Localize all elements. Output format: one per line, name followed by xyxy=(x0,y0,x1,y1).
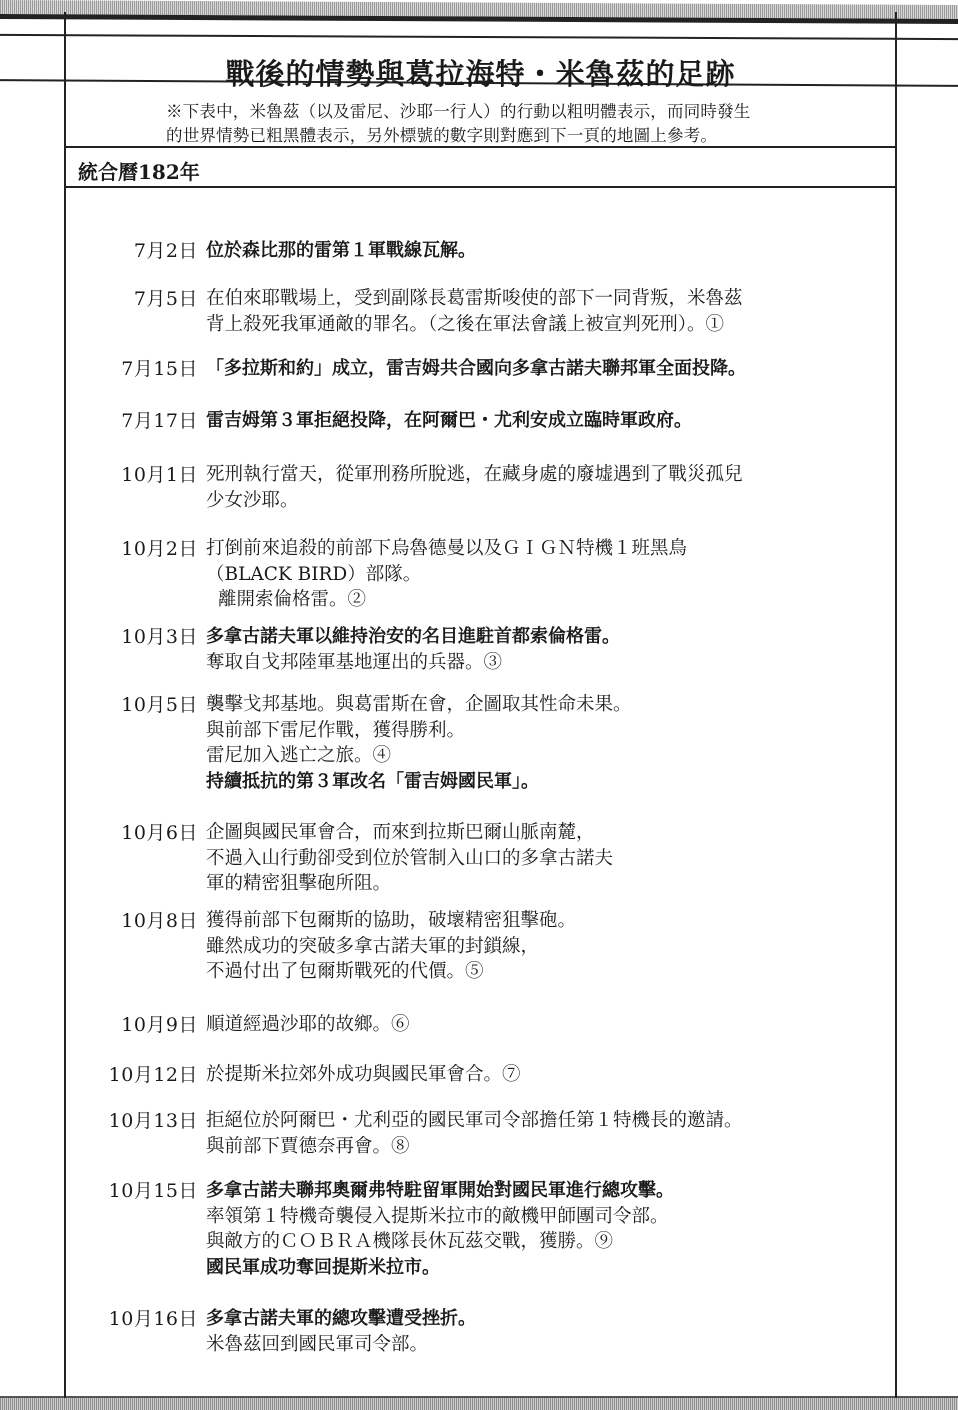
entry-date: 10月6日 xyxy=(121,822,198,844)
entry-date: 10月2日 xyxy=(121,538,198,560)
page-title: 戰後的情勢與葛拉海特・米魯茲的足跡 xyxy=(225,57,736,91)
world-event-line: 「多拉斯和約」成立，雷吉姆共合國向多拿古諾夫聯邦軍全面投降。 xyxy=(206,358,746,379)
entry-description xyxy=(206,820,613,897)
timeline-frame xyxy=(66,14,895,1396)
entry-date: 10月12日 xyxy=(108,1064,198,1086)
entry-date: 10月9日 xyxy=(121,1014,198,1036)
world-event-line: 持續抵抗的第３軍改名「雷吉姆國民軍」。 xyxy=(206,770,539,792)
entry-description xyxy=(206,1062,521,1088)
world-event-line: 多拿古諾夫軍以維持治安的名目進駐首都索倫格雷。 xyxy=(206,626,620,647)
milz-action-line: 不過付出了包爾斯戰死的代價。⑤ xyxy=(206,961,484,982)
timeline-entry xyxy=(66,1306,895,1357)
world-event-line: 國民軍成功奪回提斯米拉市。 xyxy=(206,1256,440,1278)
timeline-entry xyxy=(66,624,895,675)
milz-action-line: 與前部下賈德奈再會。⑧ xyxy=(206,1135,410,1157)
year-heading: 統合曆182年 xyxy=(78,160,200,184)
entry-date: 10月5日 xyxy=(121,694,198,716)
entry-date: 10月15日 xyxy=(108,1180,198,1202)
milz-action-line: 背上殺死我軍通敵的罪名。（之後在軍法會議上被宣判死刑）。① xyxy=(206,313,725,335)
milz-action-line: 雖然成功的突破多拿古諾夫軍的封鎖線， xyxy=(206,935,540,957)
world-event-line: 多拿古諾夫聯邦奧爾弗特駐留軍開始對國民軍進行總攻擊。 xyxy=(206,1180,674,1201)
entry-date: 10月1日 xyxy=(121,464,198,486)
entry-date: 10月13日 xyxy=(108,1110,198,1132)
milz-action-line: 死刑執行當天，從軍刑務所脫逃，在藏身處的廢墟遇到了戰災孤兒 xyxy=(206,464,743,485)
timeline-entry xyxy=(66,908,895,985)
entry-description xyxy=(206,408,692,434)
timeline-entry xyxy=(66,408,895,434)
timeline-entry xyxy=(66,1062,895,1088)
milz-action-line: 在伯來耶戰場上，受到副隊長葛雷斯唆使的部下一同背叛，米魯茲 xyxy=(206,288,743,309)
world-event-line: 位於森比那的雷第１軍戰線瓦解。 xyxy=(206,240,476,261)
world-event-line: 雷吉姆第３軍拒絕投降，在阿爾巴・尤利安成立臨時軍政府。 xyxy=(206,410,692,431)
entry-description xyxy=(206,908,576,985)
milz-action-line: 與前部下雷尼作戰，獲得勝利。 xyxy=(206,719,466,741)
milz-action-line: 順道經過沙耶的故鄉。⑥ xyxy=(206,1014,410,1035)
milz-action-line: 離開索倫格雷。② xyxy=(218,589,367,610)
frame-right-border xyxy=(895,12,897,1398)
timeline-entry xyxy=(66,462,895,513)
milz-action-line: 襲擊戈邦基地。與葛雷斯在會，企圖取其性命未果。 xyxy=(206,694,632,715)
timeline-entry xyxy=(66,536,895,613)
timeline-entry xyxy=(66,1108,895,1159)
milz-action-line: 打倒前來追殺的前部下烏魯德曼以及ＧＩＧＮ特機１班黑鳥 xyxy=(206,538,688,559)
legend-note-line: ※下表中，米魯茲（以及雷尼、沙耶一行人）的行動以粗明體表示，而同時發生 xyxy=(166,102,751,121)
milz-action-line: 少女沙耶。 xyxy=(206,489,299,511)
timeline-entry xyxy=(66,286,895,337)
milz-action-line: 不過入山行動卻受到位於管制入山口的多拿古諾夫 xyxy=(206,847,614,869)
milz-action-line: 米魯茲回到國民軍司令部。 xyxy=(206,1333,429,1355)
timeline-entry xyxy=(66,356,895,382)
milz-action-line: 奪取自戈邦陸軍基地運出的兵器。③ xyxy=(206,651,503,673)
entry-date: 10月16日 xyxy=(108,1308,198,1330)
entry-description xyxy=(206,356,746,382)
milz-action-line: 與敵方的ＣＯＢＲＡ機隊長休瓦茲交戰，獲勝。⑨ xyxy=(206,1231,614,1252)
entry-description xyxy=(206,692,632,794)
milz-action-line: 拒絕位於阿爾巴・尤利亞的國民軍司令部擔任第１特機長的邀請。 xyxy=(206,1110,743,1131)
milz-action-line: 軍的精密狙擊砲所阻。 xyxy=(206,873,392,894)
page-bottom-edge xyxy=(0,1396,958,1410)
entry-description xyxy=(206,1306,476,1357)
milz-action-line: 於提斯米拉郊外成功與國民軍會合。⑦ xyxy=(206,1064,521,1085)
timeline-entry xyxy=(66,820,895,897)
world-event-line: 多拿古諾夫軍的總攻擊遭受挫折。 xyxy=(206,1308,476,1329)
timeline-entry xyxy=(66,692,895,794)
timeline-entry xyxy=(66,1178,895,1280)
entry-date: 10月8日 xyxy=(121,910,198,932)
entry-date: 7月15日 xyxy=(121,358,198,380)
entry-description xyxy=(206,238,476,264)
entry-description xyxy=(206,624,620,675)
entry-description xyxy=(206,462,743,513)
entry-date: 7月5日 xyxy=(133,288,198,310)
entry-description xyxy=(206,536,687,613)
legend-note xyxy=(166,100,866,148)
milz-action-line: （BLACK BIRD）部隊。 xyxy=(206,563,422,585)
timeline-entry xyxy=(66,1012,895,1038)
entry-date: 7月2日 xyxy=(133,240,198,262)
entry-date: 10月3日 xyxy=(121,626,198,648)
entry-description xyxy=(206,1108,743,1159)
entry-description xyxy=(206,1178,674,1280)
timeline-entry xyxy=(66,238,895,264)
entry-description xyxy=(206,1012,410,1038)
entry-description xyxy=(206,286,743,337)
milz-action-line: 企圖與國民軍會合，而來到拉斯巴爾山脈南麓， xyxy=(206,822,595,843)
milz-action-line: 雷尼加入逃亡之旅。④ xyxy=(206,745,392,766)
legend-note-line: 的世界情勢已粗黑體表示，另外標號的數字則對應到下一頁的地圖上參考。 xyxy=(166,126,718,145)
milz-action-line: 獲得前部下包爾斯的協助，破壞精密狙擊砲。 xyxy=(206,910,577,931)
milz-action-line: 率領第１特機奇襲侵入提斯米拉市的敵機甲師團司令部。 xyxy=(206,1205,669,1227)
entry-date: 7月17日 xyxy=(121,410,198,432)
